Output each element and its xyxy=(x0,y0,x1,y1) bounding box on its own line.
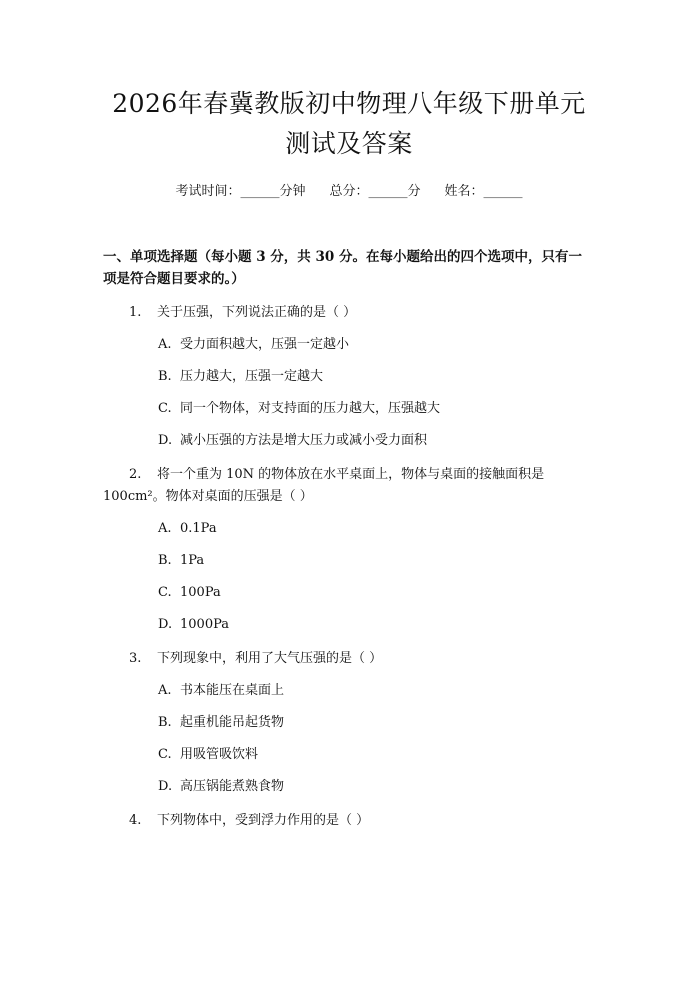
exam-time-label: 考试时间：______分钟 xyxy=(175,184,306,199)
exam-meta xyxy=(103,182,595,202)
document-page xyxy=(0,84,700,989)
option-item xyxy=(158,366,595,388)
option-letter: D. xyxy=(158,433,173,448)
document-title: 2026年春冀教版初中物理八年级下册单元测试及答案 xyxy=(112,89,586,158)
option-letter: B. xyxy=(158,553,172,568)
option-text: 0.1Pa xyxy=(180,521,217,536)
question-stem xyxy=(103,302,595,324)
option-letter: B. xyxy=(158,369,172,384)
option-item xyxy=(158,518,595,540)
option-letter: D. xyxy=(158,779,173,794)
option-text: 100Pa xyxy=(180,585,221,600)
option-letter: B. xyxy=(158,715,172,730)
question-number: 3. xyxy=(129,651,142,666)
option-text: 用吸管吸饮料 xyxy=(180,747,259,762)
option-item xyxy=(158,398,595,420)
option-text: 1000Pa xyxy=(180,617,229,632)
total-score-label: 总分：______分 xyxy=(329,184,421,199)
option-text: 1Pa xyxy=(180,553,205,568)
option-item xyxy=(158,550,595,572)
option-letter: C. xyxy=(158,747,172,762)
student-name-label: 姓名：______ xyxy=(444,184,523,199)
question-number: 1. xyxy=(129,305,142,320)
option-item xyxy=(158,614,595,636)
option-text: 起重机能吊起货物 xyxy=(180,715,285,730)
option-letter: A. xyxy=(158,521,172,536)
option-letter: C. xyxy=(158,585,172,600)
option-letter: A. xyxy=(158,337,172,352)
section-heading: 一、单项选择题（每小题 3 分，共 30 分。在每小题给出的四个选项中，只有一项是符合题目要求的。） xyxy=(103,249,582,287)
question-number: 2. xyxy=(129,467,142,482)
question-number: 4. xyxy=(129,813,142,828)
question-text: 下列物体中，受到浮力作用的是（ ） xyxy=(157,813,370,828)
option-letter: A. xyxy=(158,683,172,698)
question-stem xyxy=(103,464,595,508)
option-item xyxy=(158,712,595,734)
question-stem xyxy=(103,810,595,832)
question-stem xyxy=(103,648,595,670)
question-text: 下列现象中，利用了大气压强的是（ ） xyxy=(157,651,383,666)
option-text: 压力越大，压强一定越大 xyxy=(180,369,324,384)
option-item xyxy=(158,334,595,356)
option-item xyxy=(158,430,595,452)
option-letter: C. xyxy=(158,401,172,416)
option-item xyxy=(158,776,595,798)
question-text: 关于压强，下列说法正确的是（ ） xyxy=(157,305,357,320)
option-item xyxy=(158,680,595,702)
option-item xyxy=(158,582,595,604)
option-text: 书本能压在桌面上 xyxy=(180,683,285,698)
option-item xyxy=(158,744,595,766)
question-text: 将一个重为 10N 的物体放在水平桌面上，物体与桌面的接触面积是 100cm²。物体对桌面的压强是（ ） xyxy=(103,467,545,504)
option-text: 减小压强的方法是增大压力或减小受力面积 xyxy=(180,433,428,448)
option-text: 高压锅能煮熟食物 xyxy=(180,779,285,794)
option-text: 同一个物体，对支持面的压力越大，压强越大 xyxy=(180,401,441,416)
option-letter: D. xyxy=(158,617,173,632)
option-text: 受力面积越大，压强一定越小 xyxy=(180,337,350,352)
